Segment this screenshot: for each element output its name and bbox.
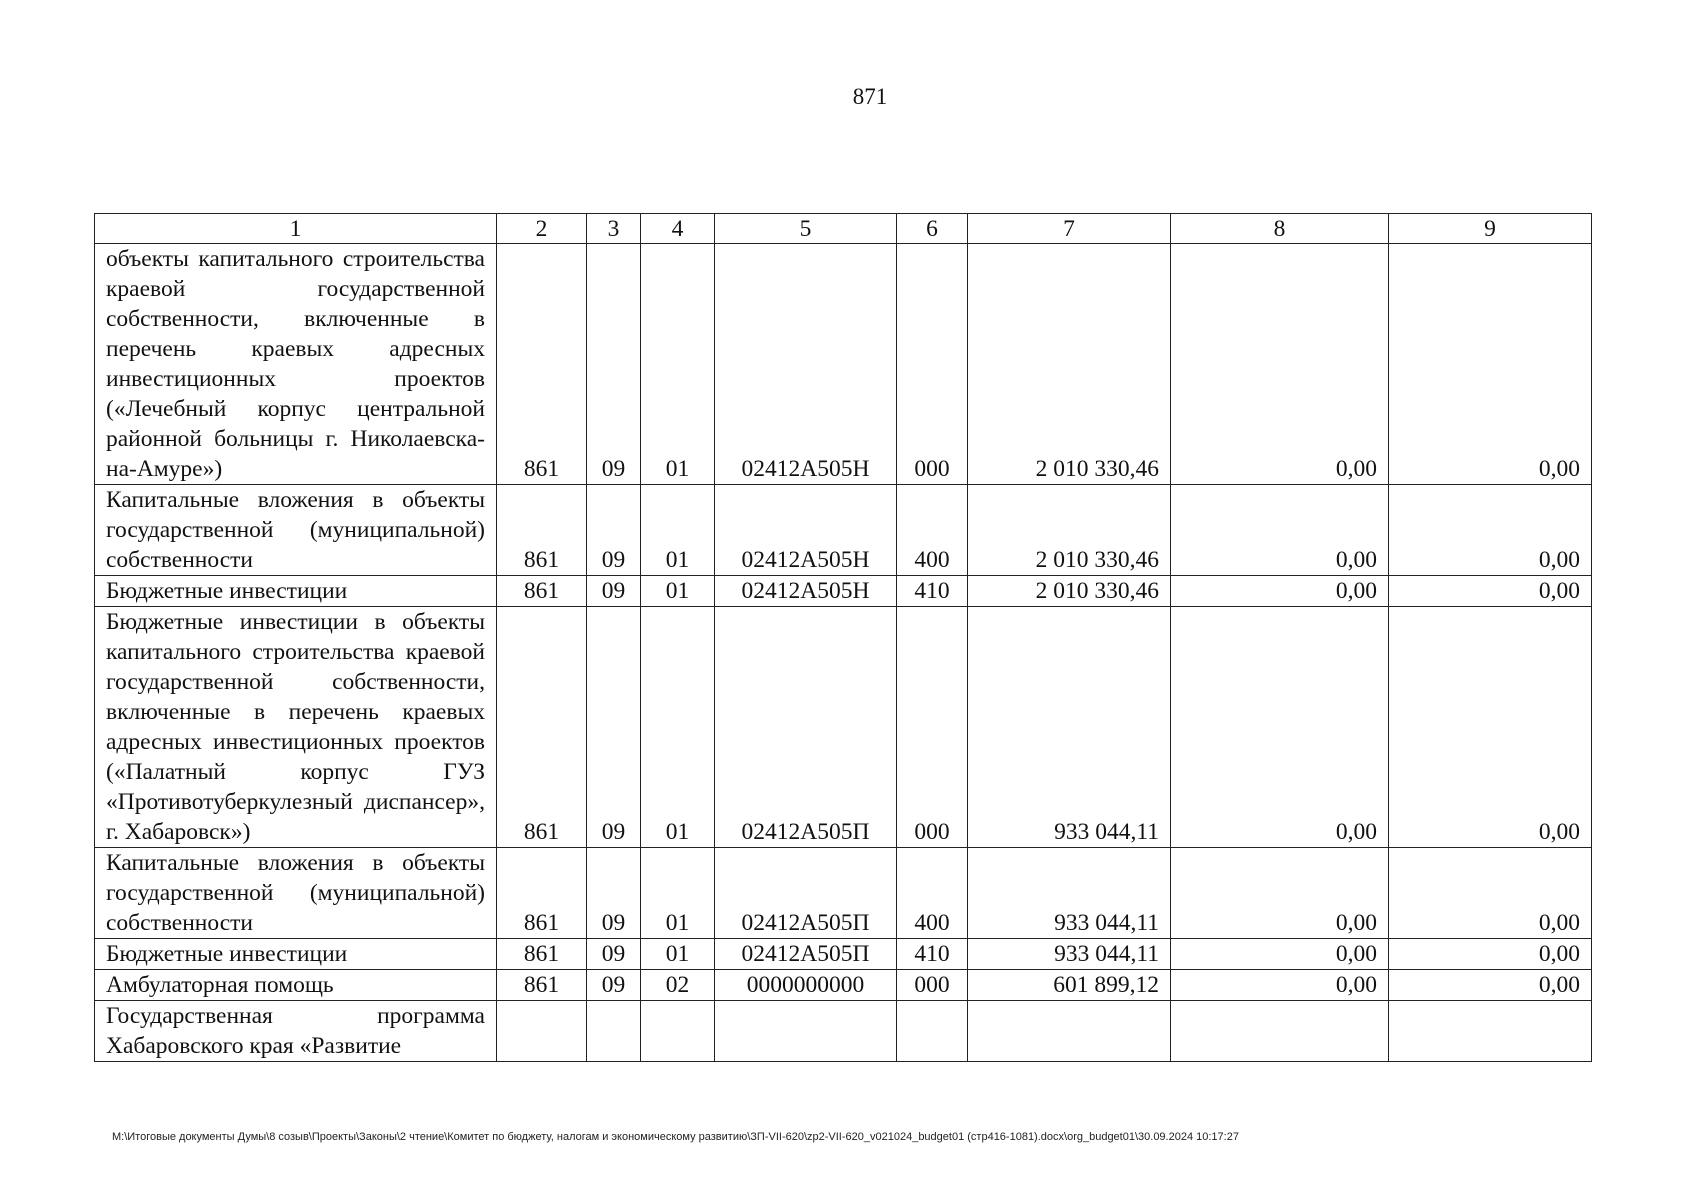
row-name: Бюджетные инвестиции bbox=[95, 939, 497, 970]
cell-col-5: 02412А505П bbox=[715, 939, 897, 970]
cell-col-6: 410 bbox=[897, 939, 968, 970]
row-name: Капитальные вложения в объекты государственной (муниципальной) собственности bbox=[95, 485, 497, 576]
cell-col-7: 933 044,11 bbox=[968, 848, 1171, 939]
cell-col-9: 0,00 bbox=[1389, 939, 1592, 970]
cell-col-8 bbox=[1171, 1001, 1389, 1062]
header-row bbox=[95, 214, 1592, 244]
cell-col-2: 861 bbox=[497, 970, 587, 1001]
table-row bbox=[95, 485, 1592, 576]
cell-col-7 bbox=[968, 1001, 1171, 1062]
cell-col-6: 000 bbox=[897, 970, 968, 1001]
cell-col-9: 0,00 bbox=[1389, 607, 1592, 848]
column-header-1: 1 bbox=[95, 214, 497, 244]
cell-col-7: 933 044,11 bbox=[968, 939, 1171, 970]
cell-col-5 bbox=[715, 1001, 897, 1062]
table-row bbox=[95, 1001, 1592, 1062]
cell-col-8: 0,00 bbox=[1171, 939, 1389, 970]
cell-col-4 bbox=[641, 1001, 715, 1062]
row-name: Капитальные вложения в объекты государственной (муниципальной) собственности bbox=[95, 848, 497, 939]
cell-col-9: 0,00 bbox=[1389, 970, 1592, 1001]
cell-col-2: 861 bbox=[497, 607, 587, 848]
cell-col-3: 09 bbox=[587, 576, 641, 607]
column-header-3: 3 bbox=[587, 214, 641, 244]
table-row bbox=[95, 970, 1592, 1001]
column-header-9: 9 bbox=[1389, 214, 1592, 244]
cell-col-3: 09 bbox=[587, 244, 641, 485]
cell-col-2 bbox=[497, 1001, 587, 1062]
column-header-6: 6 bbox=[897, 214, 968, 244]
cell-col-3: 09 bbox=[587, 970, 641, 1001]
cell-col-6: 400 bbox=[897, 848, 968, 939]
cell-col-3 bbox=[587, 1001, 641, 1062]
row-name: Бюджетные инвестиции bbox=[95, 576, 497, 607]
column-header-4: 4 bbox=[641, 214, 715, 244]
table-row bbox=[95, 848, 1592, 939]
cell-col-6: 000 bbox=[897, 607, 968, 848]
cell-col-3: 09 bbox=[587, 485, 641, 576]
cell-col-4: 01 bbox=[641, 485, 715, 576]
cell-col-4: 02 bbox=[641, 970, 715, 1001]
table-row bbox=[95, 244, 1592, 485]
footer-file-path: M:\Итоговые документы Думы\8 созыв\Проекты\Законы\2 чтение\Комитет по бюджету, налогам и экономическому развитию\ЗП-VII-620\zp2-VII-620_v021024_budget01 (стр416-1081).docx\org_budget01\30.09.2024 10:17:27 bbox=[112, 1131, 1239, 1143]
cell-col-7: 933 044,11 bbox=[968, 607, 1171, 848]
cell-col-4: 01 bbox=[641, 939, 715, 970]
cell-col-9: 0,00 bbox=[1389, 848, 1592, 939]
cell-col-2: 861 bbox=[497, 939, 587, 970]
cell-col-9 bbox=[1389, 1001, 1592, 1062]
cell-col-9: 0,00 bbox=[1389, 244, 1592, 485]
row-name: объекты капитального строительства краевой государственной собственности, включенные в перечень краевых адресных инвестиционных проектов («Лечебный корпус центральной районной больницы г. Николаевска-на-Амуре») bbox=[95, 244, 497, 485]
cell-col-5: 02412А505П bbox=[715, 607, 897, 848]
cell-col-3: 09 bbox=[587, 939, 641, 970]
cell-col-8: 0,00 bbox=[1171, 848, 1389, 939]
cell-col-2: 861 bbox=[497, 848, 587, 939]
cell-col-4: 01 bbox=[641, 848, 715, 939]
cell-col-5: 02412А505Н bbox=[715, 485, 897, 576]
cell-col-7: 601 899,12 bbox=[968, 970, 1171, 1001]
row-name: Государственная программа Хабаровского края «Развитие bbox=[95, 1001, 497, 1062]
table-row bbox=[95, 576, 1592, 607]
cell-col-4: 01 bbox=[641, 607, 715, 848]
cell-col-3: 09 bbox=[587, 848, 641, 939]
table-row bbox=[95, 607, 1592, 848]
cell-col-8: 0,00 bbox=[1171, 244, 1389, 485]
cell-col-5: 02412А505П bbox=[715, 848, 897, 939]
cell-col-8: 0,00 bbox=[1171, 970, 1389, 1001]
cell-col-5: 02412А505Н bbox=[715, 244, 897, 485]
cell-col-2: 861 bbox=[497, 244, 587, 485]
cell-col-6: 000 bbox=[897, 244, 968, 485]
cell-col-2: 861 bbox=[497, 485, 587, 576]
cell-col-7: 2 010 330,46 bbox=[968, 244, 1171, 485]
cell-col-7: 2 010 330,46 bbox=[968, 576, 1171, 607]
cell-col-8: 0,00 bbox=[1171, 607, 1389, 848]
column-header-7: 7 bbox=[968, 214, 1171, 244]
cell-col-2: 861 bbox=[497, 576, 587, 607]
cell-col-8: 0,00 bbox=[1171, 576, 1389, 607]
cell-col-3: 09 bbox=[587, 607, 641, 848]
budget-table bbox=[94, 213, 1592, 1062]
column-header-8: 8 bbox=[1171, 214, 1389, 244]
page-number: 871 bbox=[852, 84, 888, 109]
cell-col-7: 2 010 330,46 bbox=[968, 485, 1171, 576]
cell-col-4: 01 bbox=[641, 576, 715, 607]
cell-col-9: 0,00 bbox=[1389, 576, 1592, 607]
cell-col-5: 02412А505Н bbox=[715, 576, 897, 607]
cell-col-6: 400 bbox=[897, 485, 968, 576]
table-body bbox=[95, 244, 1592, 1062]
cell-col-5: 0000000000 bbox=[715, 970, 897, 1001]
cell-col-9: 0,00 bbox=[1389, 485, 1592, 576]
cell-col-4: 01 bbox=[641, 244, 715, 485]
cell-col-8: 0,00 bbox=[1171, 485, 1389, 576]
cell-col-6 bbox=[897, 1001, 968, 1062]
column-header-5: 5 bbox=[715, 214, 897, 244]
row-name: Бюджетные инвестиции в объекты капитального строительства краевой государственной собственности, включенные в перечень краевых адресных инвестиционных проектов («Палатный корпус ГУЗ «Противотуберкулезный диспансер», г. Хабаровск») bbox=[95, 607, 497, 848]
row-name: Амбулаторная помощь bbox=[95, 970, 497, 1001]
cell-col-6: 410 bbox=[897, 576, 968, 607]
table-row bbox=[95, 939, 1592, 970]
column-header-2: 2 bbox=[497, 214, 587, 244]
